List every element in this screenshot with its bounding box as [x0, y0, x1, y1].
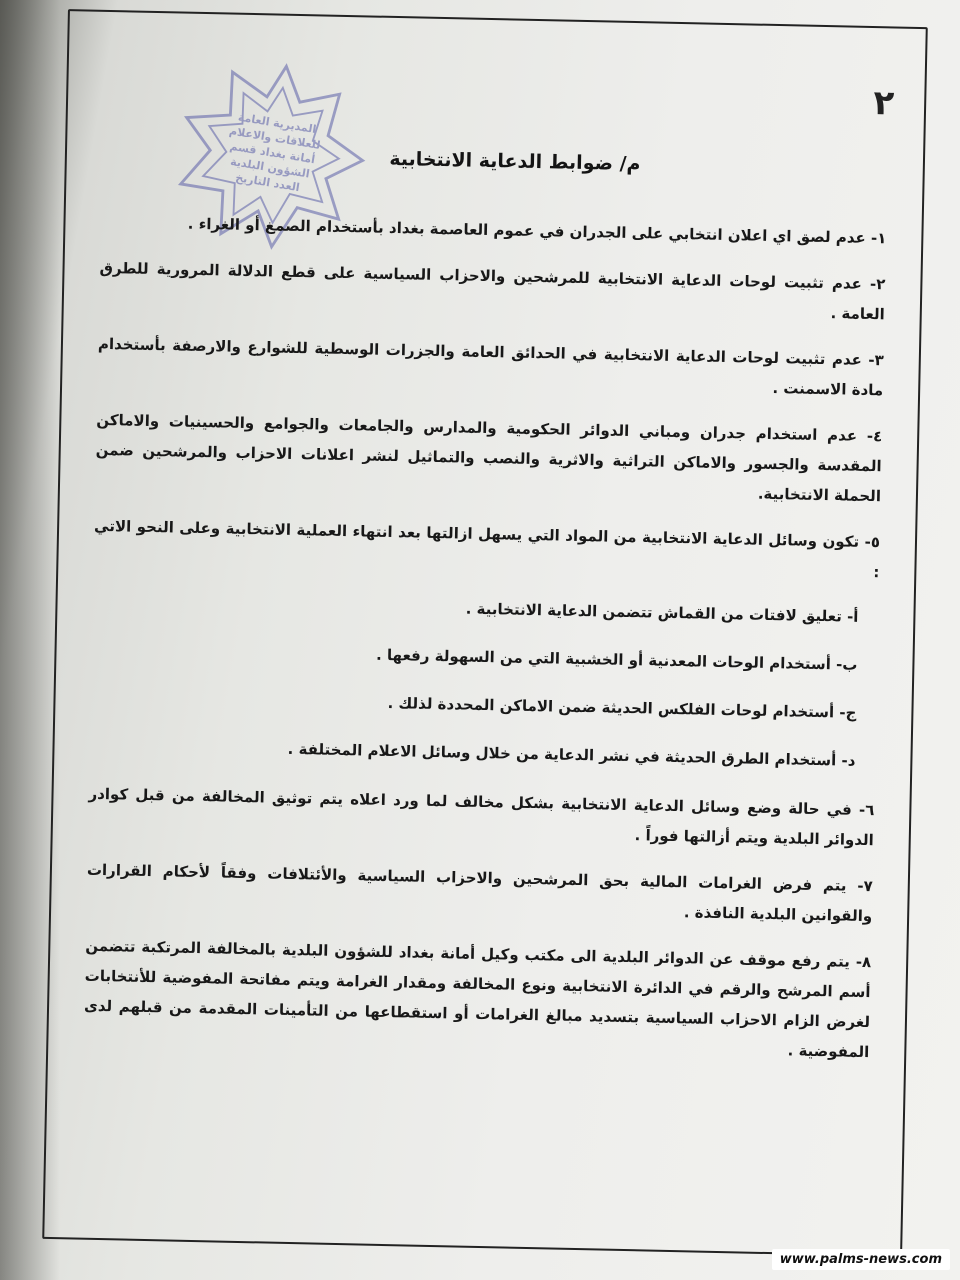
sub-list-item: ب- أستخدام الوحات المعدنية أو الخشبية التي من السهولة رفعها .: [375, 645, 858, 674]
list-item: ٦- في حالة وضع وسائل الدعاية الانتخابية بشكل مخالف لما ورد اعلاه يتم توثيق المخالفة من قبل كوادر الدوائر البلدية ويتم أزالتها فوراً .: [88, 784, 875, 850]
sub-list-item: ج- أستخدام لوحات الفلكس الحديثة ضمن الاماكن المحددة لذلك .: [387, 693, 857, 722]
document-sheet: [42, 9, 928, 1257]
sub-list-item: د- أستخدام الطرق الحديثة في نشر الدعاية من خلال وسائل الاعلام المختلفة .: [287, 739, 856, 770]
stamp-text: المديرية العامة للعلاقات والاعلام أمانة بغداد قسم الشؤون البلدية العدد التاريخ: [228, 110, 322, 195]
list-item: ١- عدم لصق اي اعلان انتخابي على الجدران في عموم العاصمة بغداد بأستخدام الصمغ أو الغراء .: [187, 214, 887, 248]
list-item: ٧- يتم فرض الغرامات المالية بحق المرشحين والاحزاب السياسية والأئتلافات وفقاً لأحكام القرارات والقوانين البلدية النافذة .: [86, 860, 873, 926]
list-item: ٣- عدم تثبيت لوحات الدعاية الانتخابية في الحدائق العامة والجزرات الوسطية للشوارع والارصفة بأستخدام مادة الاسمنت .: [97, 334, 884, 400]
sub-list-item: أ- تعليق لافتات من القماش تتضمن الدعاية الانتخابية .: [465, 599, 859, 626]
site-watermark: www.palms-news.com: [772, 1249, 950, 1270]
list-item: ٤- عدم استخدام جدران ومباني الدوائر الحكومية والمدارس والجامعات والجوامع والحسينيات والاماكن المقدسة والجسور والاماكن التراثية والاثرية والنصب والتماثيل لنشر اعلانات الاحزاب والمرشحين ضمن الحملة الانتخابية.: [95, 410, 883, 506]
document-title: م/ ضوابط الدعاية الانتخابية: [389, 147, 641, 176]
page-number: ٢: [872, 83, 895, 124]
document-body: [83, 207, 887, 1083]
list-item: ٨- يتم رفع موقف عن الدوائر البلدية الى مكتب وكيل أمانة بغداد للشؤون البلدية بالمخالفة المرتكبة تتضمن أسم المرشح والرقم في الدائرة الانتخابية ونوع المخالفة ومقدار الغرامة ويتم مفاتحة المفوضية للأنتخابات لغرض الزام الاحزاب السياسية بتسديد مبالغ الغرامات أو استقطاعها من التأمينات المقدمة من قبلهم لدى المفوضية .: [83, 936, 872, 1062]
list-item: ٢- عدم تثبيت لوحات الدعاية الانتخابية للمرشحين والاحزاب السياسية على قطع الدلالة المرورية للطرق العامة .: [99, 258, 886, 324]
list-item: ٥- تكون وسائل الدعاية الانتخابية من المواد التي يسهل ازالتها بعد انتهاء العملية الانتخابية وعلى النحو الاتي :: [93, 516, 881, 582]
